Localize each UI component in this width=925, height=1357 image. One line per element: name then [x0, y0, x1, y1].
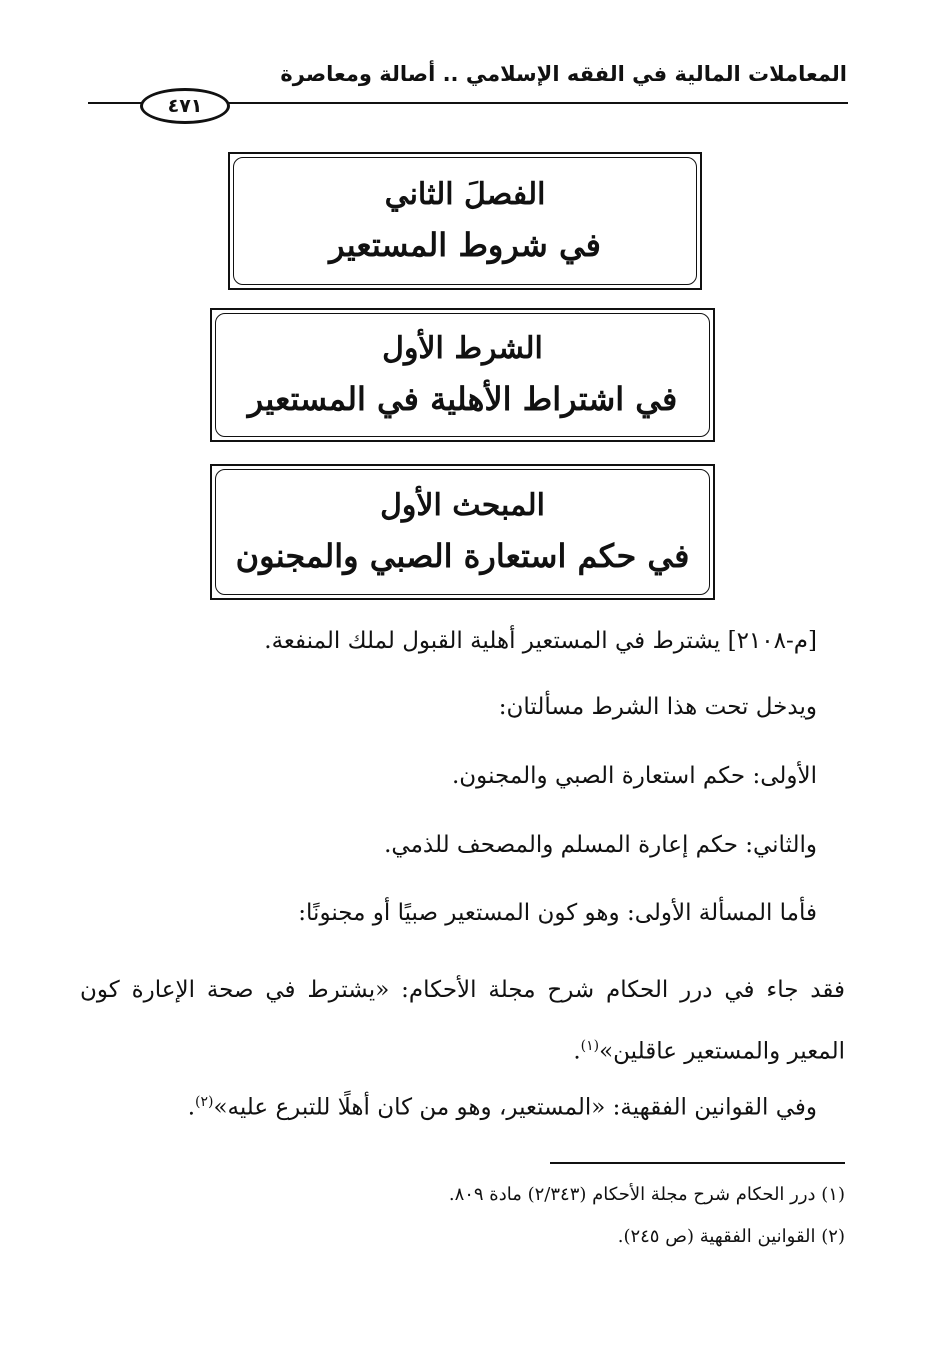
- paragraph-rule: [م-٢١٠٨] يشترط في المستعير أهلية القبول لملك المنفعة.: [264, 628, 817, 654]
- section-heading-box: [210, 464, 715, 600]
- footnote-1: (١) درر الحكام شرح مجلة الأحكام (٢/٣٤٣) مادة ٨٠٩.: [448, 1184, 845, 1205]
- section-subtitle: في حكم استعارة الصبي والمجنون: [235, 537, 690, 575]
- quote-qawanin-text: وفي القوانين الفقهية: «المستعير، وهو من كان أهلًا للتبرع عليه»: [213, 1094, 817, 1121]
- footnote-ref-1: (١): [580, 1038, 600, 1054]
- condition-heading-box: [210, 308, 715, 442]
- section-title: المبحث الأول: [380, 488, 545, 523]
- running-title: المعاملات المالية في الفقه الإسلامي .. أصالة ومعاصرة: [280, 62, 847, 86]
- paragraph-quote-durar: [80, 962, 845, 1080]
- quote-durar-text: فقد جاء في درر الحكام شرح مجلة الأحكام: «يشترط في صحة الإعارة كون المعير والمستعير عاقلين»: [80, 977, 845, 1065]
- paragraph-intro: ويدخل تحت هذا الشرط مسألتان:: [498, 694, 817, 720]
- footnote-ref-2: (٢): [195, 1094, 214, 1110]
- paragraph-first-issue-detail: فأما المسألة الأولى: وهو كون المستعير صبيًا أو مجنونًا:: [298, 900, 817, 926]
- condition-title: الشرط الأول: [382, 331, 543, 366]
- footnote-rule: [550, 1162, 845, 1164]
- paragraph-quote-qawanin: [188, 1094, 817, 1121]
- condition-subtitle: في اشتراط الأهلية في المستعير: [247, 380, 678, 418]
- paragraph-second-issue: والثاني: حكم إعارة المسلم والمصحف للذمي.: [384, 832, 817, 858]
- chapter-subtitle: في شروط المستعير: [329, 226, 601, 264]
- chapter-title: الفصلَ الثاني: [384, 177, 546, 212]
- quote-durar-end: .: [573, 1038, 581, 1065]
- chapter-heading-box: [228, 152, 702, 290]
- page-number: ٤٧١: [140, 88, 230, 124]
- footnote-2: (٢) القوانين الفقهية (ص ٢٤٥).: [617, 1226, 845, 1247]
- paragraph-first-issue: الأولى: حكم استعارة الصبي والمجنون.: [451, 763, 817, 789]
- quote-qawanin-end: .: [187, 1094, 195, 1121]
